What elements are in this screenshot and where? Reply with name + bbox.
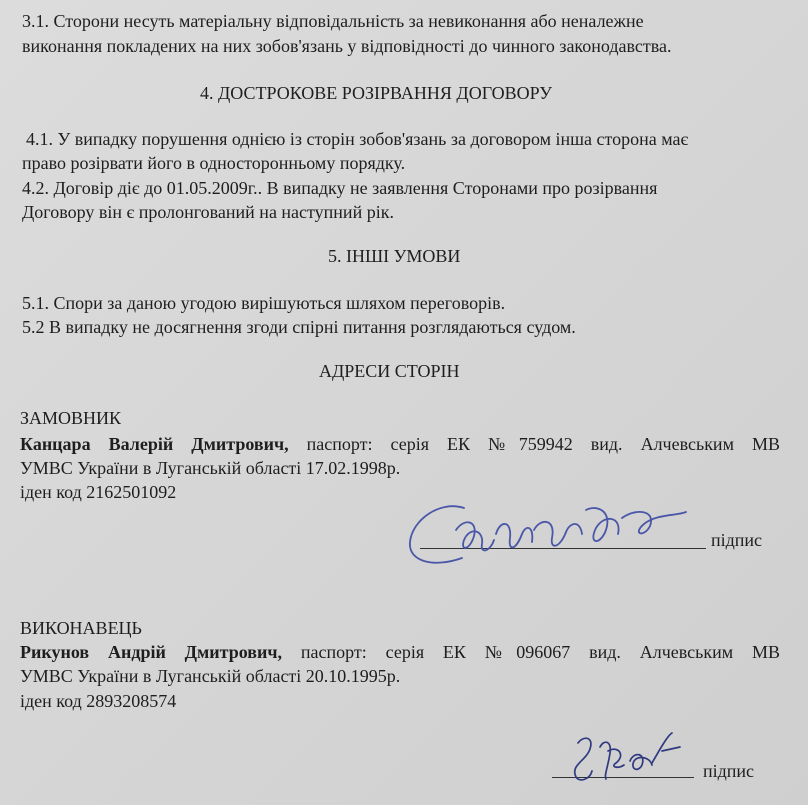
contractor-role-label: ВИКОНАВЕЦЬ <box>20 618 142 638</box>
addresses-heading: АДРЕСИ СТОРІН <box>319 361 460 381</box>
customer-passport: паспорт: серія ЕК №759942 вид. Алчевським МВ <box>288 434 780 454</box>
contractor-id-code: іден код 2893208574 <box>20 691 177 711</box>
customer-passport-line <box>20 433 780 455</box>
contractor-passport-issuer: УМВС України в Луганській області 20.10.1995р. <box>20 666 401 686</box>
section-4-heading: 4. ДОСТРОКОВЕ РОЗІРВАННЯ ДОГОВОРУ <box>200 83 552 103</box>
contractor-signature-label: підпис <box>703 761 755 781</box>
clause-4-2-line-1: 4.2. Договір діє до 01.05.2009г.. В випадку не заявлення Сторонами про розірвання <box>22 178 658 198</box>
contractor-signature <box>560 725 700 795</box>
clause-4-1-line-1: 4.1. У випадку порушення однією із сторін зобов'язань за договором інша сторона має <box>26 129 689 149</box>
contractor-passport-line <box>20 641 780 663</box>
customer-signature <box>400 490 700 580</box>
clause-5-1: 5.1. Спори за даною угодою вирішуються шляхом переговорів. <box>22 293 506 313</box>
clause-3-1-line-2: виконання покладених на них зобов'язань у відповідності до чинного законодавства. <box>22 36 672 56</box>
clause-5-2: 5.2 В випадку не досягнення згоди спірні питання розглядаються судом. <box>22 317 576 337</box>
customer-id-code: іден код 2162501092 <box>20 482 177 502</box>
customer-signature-label: підпис <box>711 530 763 550</box>
contractor-name: Рикунов Андрій Дмитрович, <box>20 642 283 662</box>
contractor-passport: паспорт: серія ЕК №096067 вид. Алчевським МВ <box>282 642 780 662</box>
section-5-heading: 5. ІНШІ УМОВИ <box>328 246 461 266</box>
clause-4-1-line-2: право розірвати його в односторонньому порядку. <box>22 153 406 173</box>
customer-role-label: ЗАМОВНИК <box>20 408 122 428</box>
customer-name: Канцара Валерій Дмитрович, <box>20 434 289 454</box>
clause-4-2-line-2: Договору він є пролонгований на наступний рік. <box>22 202 394 222</box>
clause-3-1-line-1: 3.1. Сторони несуть матеріальну відповідальність за невиконання або неналежне <box>22 11 644 31</box>
customer-passport-issuer: УМВС України в Луганській області 17.02.1998р. <box>20 458 401 478</box>
